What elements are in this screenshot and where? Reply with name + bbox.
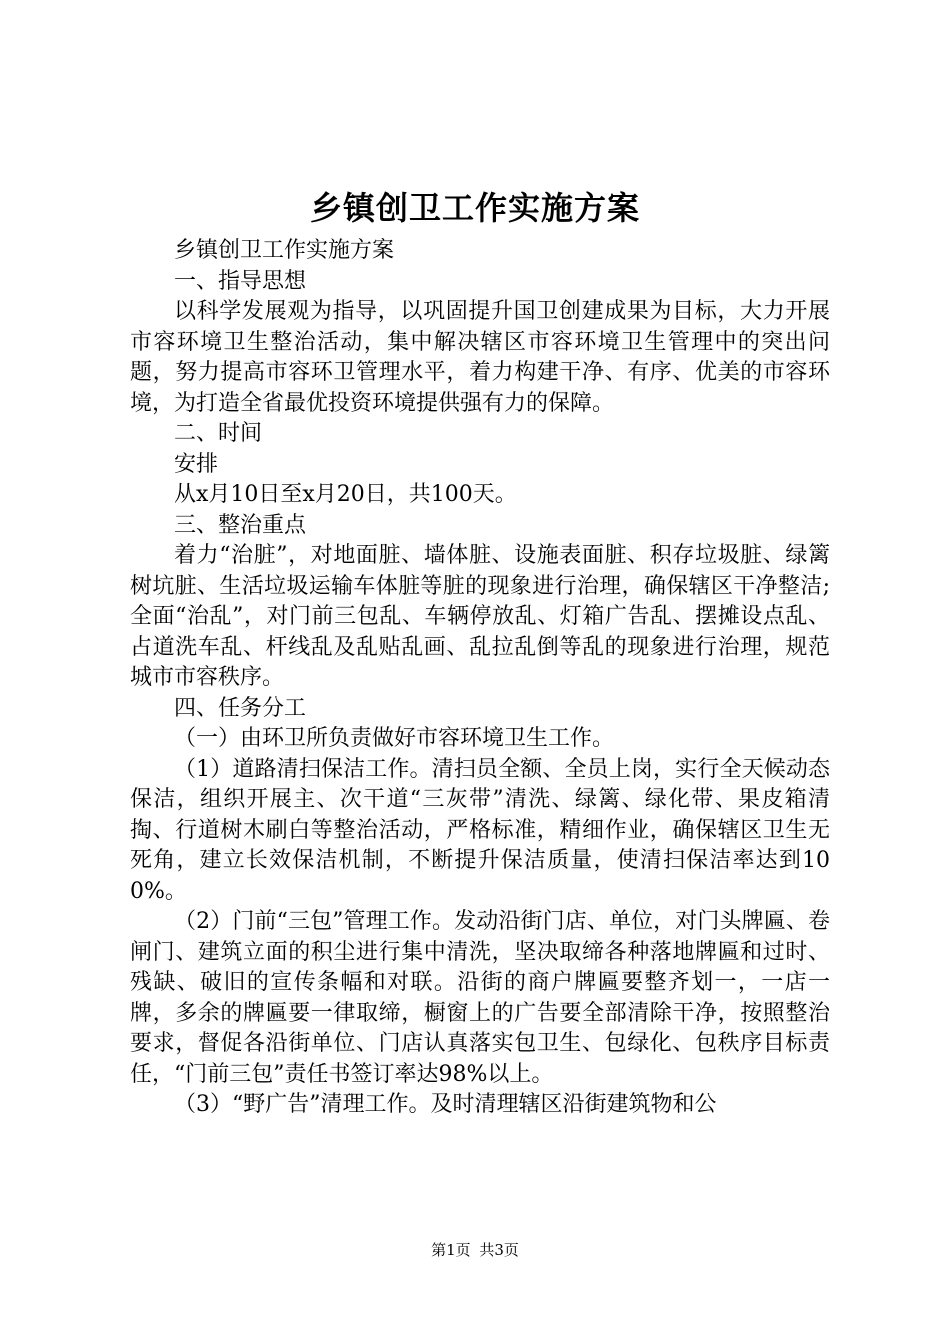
paragraph-task-1-2: （2）门前“三包”管理工作。发动沿街门店、单位，对门头牌匾、卷闸门、建筑立面的积尘进行集中清洗，坚决取缔各种落地牌匾和过时、残缺、破旧的宣传条幅和对联。沿街的商户牌匾要整齐划一，一店一牌，多余的牌匾要一律取缔，橱窗上的广告要全部清除干净，按照整治要求，督促各沿街单位、门店认真落实包卫生、包绿化、包秩序目标责任，“门前三包”责任书签订率达98%以上。 <box>130 909 830 1087</box>
paragraph-guiding-ideology: 以科学发展观为指导，以巩固提升国卫创建成果为目标，大力开展市容环境卫生整治活动，集中解决辖区市容环境卫生管理中的突出问题，努力提高市容环卫管理水平，着力构建干净、有序、优美的市容环境，为打造全省最优投资环境提供强有力的保障。 <box>130 299 830 416</box>
paragraph-key-points: 着力“治脏”，对地面脏、墙体脏、设施表面脏、积存垃圾脏、绿篱树坑脏、生活垃圾运输车体脏等脏的现象进行治理，确保辖区干净整洁;全面“治乱”，对门前三包乱、车辆停放乱、灯箱广告乱、摆摊设点乱、占道洗车乱、杆线乱及乱贴乱画、乱拉乱倒等乱的现象进行治理，规范城市市容秩序。 <box>130 543 830 690</box>
page-number: 第1页 <box>431 1241 471 1259</box>
document-title: 乡镇创卫工作实施方案 <box>309 189 640 227</box>
heading-key-points: 三、整治重点 <box>174 512 307 538</box>
page-total: 共3页 <box>479 1241 519 1259</box>
page-footer <box>0 1240 950 1260</box>
paragraph-task-1: （一）由环卫所负责做好市容环境卫生工作。 <box>174 726 615 751</box>
heading-time: 二、时间 <box>174 421 263 446</box>
paragraph-task-1-1: （1）道路清扫保洁工作。清扫员全额、全员上岗，实行全天候动态保洁，组织开展主、次干道“三灰带”清洗、绿篱、绿化带、果皮箱清掏、行道树木刷白等整治活动，严格标准，精细作业，确保辖区卫生无死角，建立长效保洁机制，不断提升保洁质量，使清扫保洁率达到100%。 <box>130 756 830 904</box>
document-body <box>130 236 830 1121</box>
paragraph-arrangement: 安排 <box>174 451 219 477</box>
paragraph-task-1-3: （3）“野广告”清理工作。及时清理辖区沿街建筑物和公 <box>174 1092 717 1117</box>
heading-guiding-ideology: 一、指导思想 <box>174 268 307 294</box>
paragraph-subtitle: 乡镇创卫工作实施方案 <box>174 238 395 263</box>
heading-task-division: 四、任务分工 <box>174 695 307 721</box>
paragraph-date-range: 从x月10日至x月20日，共100天。 <box>174 482 517 507</box>
